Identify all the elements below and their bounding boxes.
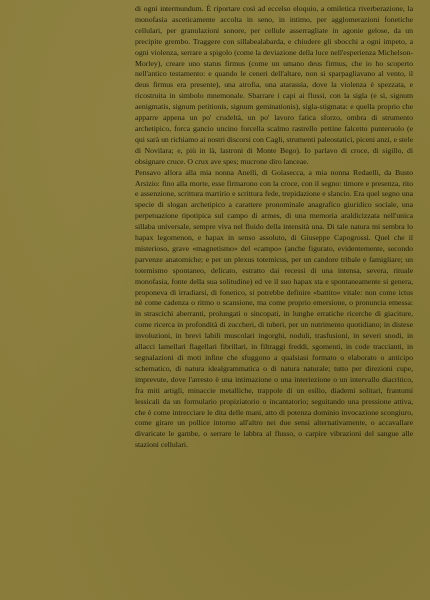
paragraph-1: di ogni intermundum. È riportare così ad eccelso eloquio, a omiletica riverberazione, la monofasia asceticamente accolta in seno, in intimo, per agglomerazioni fonetiche cellulari, per granulazioni sonore, per cellule asserragliate in agonie gelose, da un precipite grembo. Traggere con sillabealabarda, e chiudere gli sbocchi a ogni impeto, a ogni violenza, serrare a spigolo (come la deviazione della luce nell'esperienza Michelson-Morley), creare uno status firmus (come un umano deus firmus, che io ho scoperto nell'antico testamento: e quando le ceneri dell'altare, non si sparpagliavano al vento, il deus firmus era presente), una atrofia, una atarassia, dove la violenza è spezzata, e ricostruita in simbolo mnemonale. Sbarrare i capi ai flussi, con la sigla (e sì, signum aenigmatis, signum petitionis, signum geminationis), sigla-stigmata: e quella proprio che apparre appena un po' crudeltà, un po' lavoro fatica sforzo, ombra di strumento archetipico, forca gancio uncino forcella scalmo rastrello pettine falcetto punteruolo (e qui sarà un richiamo ai nostri discorsi con Cagli, strumenti paleostatici, piceni anzi, e stele di Novilara; e, più in là, lastroni di Monte Bego). Io parlavo di croce, di sigillo, di obsignare cruce. O crux ave spes; mucrone diro lanceae.	[135, 4, 413, 166]
paragraph-2: Pensavo allora alla mia nonna Anelli, di Golasecca, a mia nonna Redaelli, da Busto Arsizio: fino alla morte, esse firmarono con la croce, con il segno: timore e presenza, rito e assenzione, scrittura martirio e scrittura fede, trepidazione e slancio. Era quel segno una specie di slogan archetipico a carattere pronominale anagrafico giuridico sociale, una perpetuazione tipotipica sul campo di armes, di una memoria araldicizzata nell'unica sillaba universale, sempre viva nel fluido della intensità una. Di tale natura mi sembra lo hapax legomenon, e hapax in senso assoluto, di Giuseppe Capogrossi. Quel che il misterioso, grave «magnetismo» del «campo» (anche figurato, evidentemente, secondo parvenze anatomiche; e per un plexus totemicus, per un candore tribale e famigliare; un totemismo spontaneo, delicato, estratto dai recessi di una intensa, severa, rituale monofasia, fonte della sua solitudine) ed ve il suo hapax sta e spontaneamente si genera, proponeva di irradiarsi, di fonetico, si potrebbe definire «battito» vitale: non come ictus nè come cadenza o ritmo o scansione, ma come proprio emersione, o pronuncia emessa: in strascichi aberranti, prolungati o sincopati, in lunghe erratiche ricerche di giaciture, come ricerca in profondità di zuccheri, di tuberi, per un nutrimento quotidiano; in distese involuzioni, in brevi labili muscolari ingorghi, noduli, trasfusioni, in severi snodi, in allacci lamellari flagellari fibrillari, in filtraggi freddi, sgomenti, in code traccianti, in segnalazioni di moti infine che sfuggono a qualsiasi formato o elaborato o anticipo schematico, di natura idealgrammatica o di natura naturale; tutto per direzioni cupe, imprevute, dove l'arresto è una intimazione o una interiezione o un intervallo diacritico, fra miti artigli, minaccie metalliche, trappole di un esilio, diademi solitari, frantumi lessicali da un formulario propiziatorio o incantatorio; seguitando una pressione attiva, che è come intrecciare le dita delle mani, atto di potenza dominio invocazione scongiuro, come girare un pollice intorno all'altro nei due sensi alternativamente, o accavallare divaricate le gambe, o serrare le labbra al flusso, o carpire vibrazioni del sangue alle stazioni cellulari.	[135, 167, 413, 450]
body-text	[135, 4, 413, 451]
